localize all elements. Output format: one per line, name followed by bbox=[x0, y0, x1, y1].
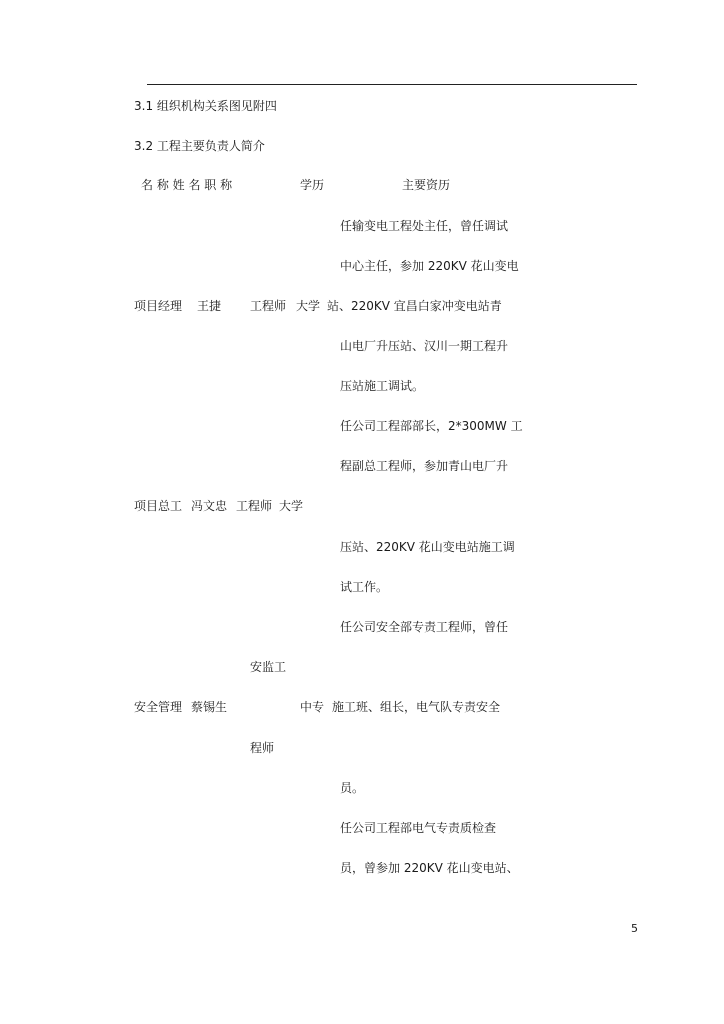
header-rule bbox=[147, 84, 637, 85]
row1-education: 大学 bbox=[296, 299, 321, 313]
row1-position: 项目经理 bbox=[134, 299, 183, 313]
row2-experience-line3: 压站、220KV 花山变电站施工调 bbox=[340, 540, 515, 554]
row1-experience-line2: 中心主任，参加 220KV 花山变电 bbox=[340, 259, 519, 273]
row1-experience-line1: 任输变电工程处主任，曾任调试 bbox=[340, 219, 509, 233]
row3-experience-line3: 员。 bbox=[340, 781, 365, 795]
row3-position: 安全管理 bbox=[134, 700, 183, 714]
row3-experience-line1: 任公司安全部专责工程师，曾任 bbox=[340, 620, 509, 634]
row3-title-line2: 程师 bbox=[250, 741, 275, 755]
header-education: 学历 bbox=[300, 178, 325, 192]
row2-title: 工程师 bbox=[236, 499, 273, 513]
row1-name: 王捷 bbox=[197, 299, 222, 313]
row3-title-line1: 安监工 bbox=[250, 660, 287, 674]
row2-name: 冯文忠 bbox=[191, 499, 228, 513]
row3-name: 蔡锡生 bbox=[191, 700, 228, 714]
row4-experience-line1: 任公司工程部电气专责质检查 bbox=[340, 821, 497, 835]
row2-experience-line1: 任公司工程部部长，2*300MW 工 bbox=[340, 419, 523, 433]
row2-experience-line2: 程副总工程师，参加青山电厂升 bbox=[340, 459, 509, 473]
row2-experience-line4: 试工作。 bbox=[340, 580, 389, 594]
row1-experience-line3: 站、220KV 宜昌白家冲变电站青 bbox=[327, 299, 502, 313]
page-number: 5 bbox=[631, 922, 638, 935]
row1-title: 工程师 bbox=[250, 299, 287, 313]
header-experience: 主要资历 bbox=[402, 178, 451, 192]
row1-experience-line4: 山电厂升压站、汉川一期工程升 bbox=[340, 339, 509, 353]
row2-position: 项目总工 bbox=[134, 499, 183, 513]
header-name-role: 名 称 姓 名 职 称 bbox=[141, 178, 233, 192]
row3-experience-line2: 施工班、组长，电气队专责安全 bbox=[332, 700, 501, 714]
row2-education: 大学 bbox=[279, 499, 304, 513]
row4-experience-line2: 员，曾参加 220KV 花山变电站、 bbox=[340, 861, 519, 875]
row1-experience-line5: 压站施工调试。 bbox=[340, 379, 425, 393]
row3-education: 中专 bbox=[300, 700, 325, 714]
section-3-1-heading: 3.1 组织机构关系图见附四 bbox=[134, 99, 277, 113]
section-3-2-heading: 3.2 工程主要负责人简介 bbox=[134, 139, 265, 153]
